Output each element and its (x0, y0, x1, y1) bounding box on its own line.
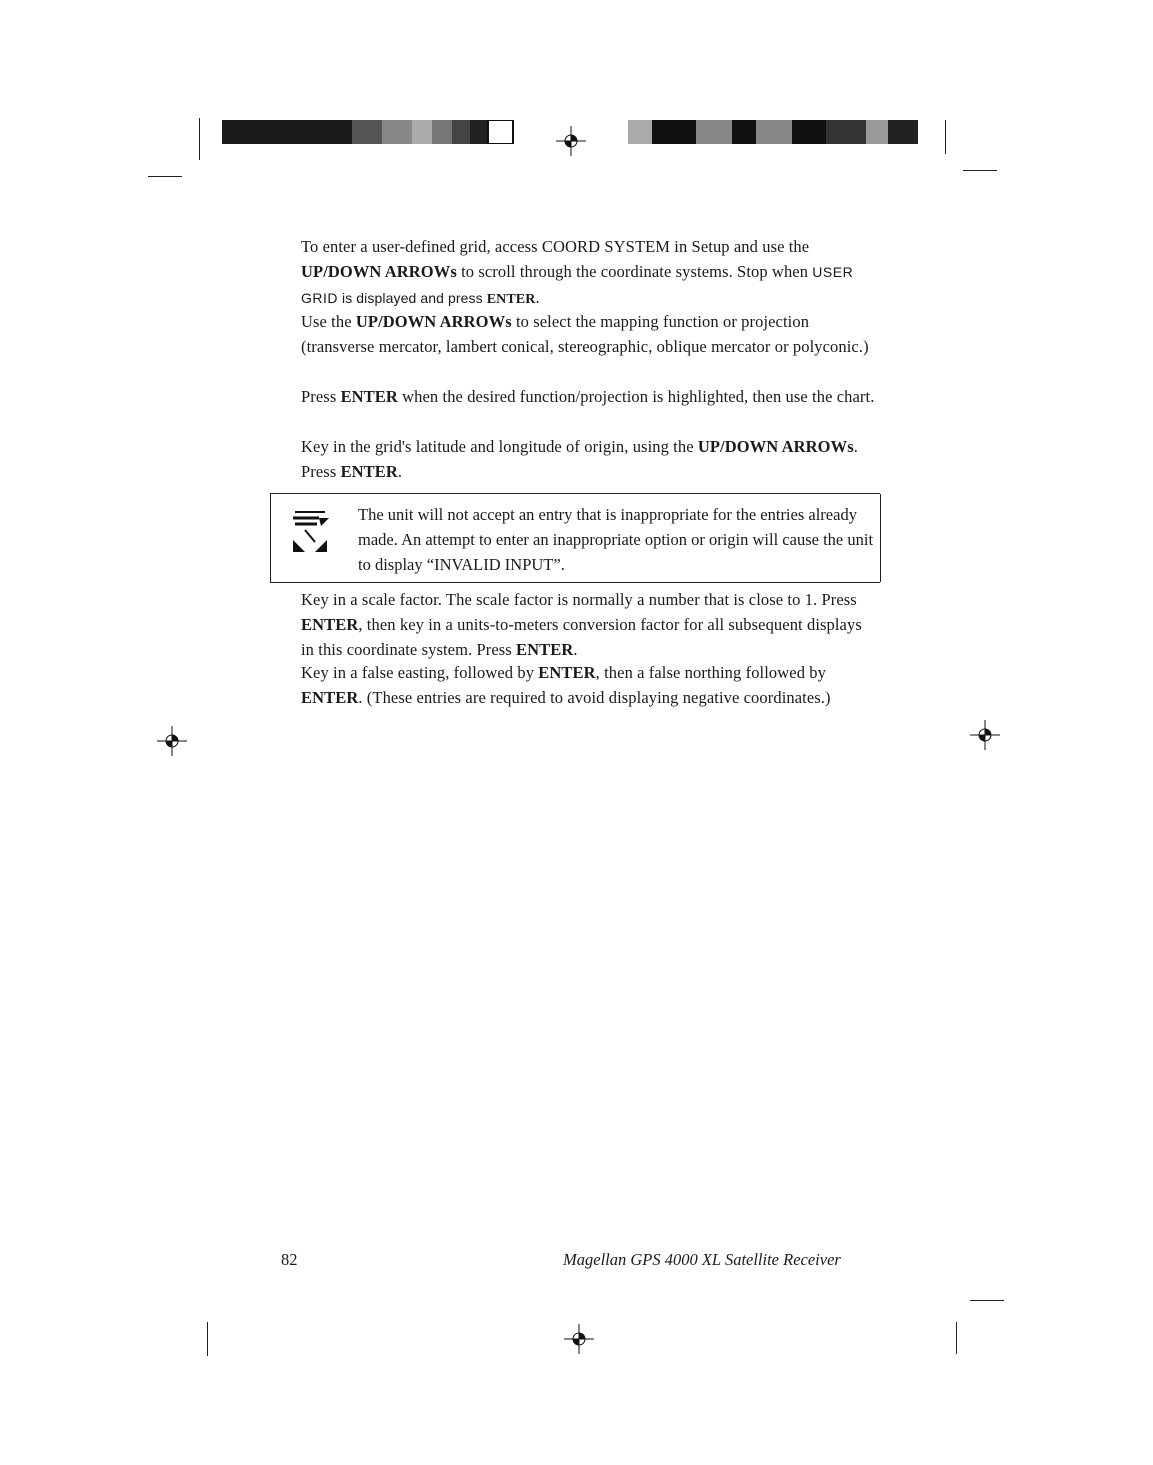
paragraph-user-grid (301, 234, 881, 312)
note-icon (289, 508, 331, 554)
crop-mark (956, 1322, 957, 1354)
paragraph-scale-factor (301, 587, 876, 662)
text-run: . (These entries are required to avoid displaying negative coordinates.) (358, 688, 831, 707)
text-run: , then a false northing followed by (595, 663, 826, 682)
text-run: Key in a scale factor. The scale factor is normally a number that is close to 1. Press (301, 590, 857, 609)
key-label: UP/DOWN ARROWs (355, 312, 512, 331)
text-run: Press (301, 387, 341, 406)
key-label: ENTER (340, 462, 398, 481)
paragraph-false-easting (301, 660, 886, 710)
key-label: ENTER (516, 640, 574, 659)
note-text: The unit will not accept an entry that is inappropriate for the entries already made. An attempt to enter an inappropriate option or origin will cause the unit to display “INVALID INPUT”. (358, 505, 874, 574)
crop-mark (199, 118, 200, 160)
crop-mark (970, 1300, 1004, 1301)
crop-mark (207, 1322, 208, 1356)
text-run: , then key in a units-to-meters conversion factor for all subsequent displays in this coordinate system. Press (301, 615, 862, 659)
paragraph-select-function (301, 309, 881, 359)
key-label: ENTER (538, 663, 596, 682)
text-run: Key in the grid's latitude and longitude of origin, using the (301, 437, 698, 456)
paragraph-origin (301, 434, 861, 484)
paragraph-press-enter (301, 384, 881, 409)
key-label: UP/DOWN ARROWs (301, 262, 457, 281)
crop-mark (148, 176, 182, 177)
crop-mark (963, 170, 997, 171)
text-run: . (573, 640, 578, 659)
text-run: to scroll through the coordinate systems. Stop when (456, 262, 813, 281)
page-number: 82 (281, 1250, 298, 1269)
text-run: . (397, 462, 403, 481)
crosshair-registration-icon (556, 126, 586, 156)
key-label: ENTER (301, 688, 359, 707)
screen-text: USER GRID (301, 264, 854, 306)
crosshair-registration-icon (564, 1324, 594, 1354)
color-bar-right (628, 120, 918, 144)
text-run: when the desired function/projection is highlighted, then use the chart. (397, 387, 875, 406)
text-run: To enter a user-defined grid, access COORD SYSTEM in Setup and use the (301, 237, 810, 256)
color-bar-left (222, 120, 514, 144)
text-run: to select the mapping function or projection (transverse mercator, lambert conical, stereographic, oblique mercator or polyconic.) (301, 312, 869, 356)
text-run: . Press (301, 437, 858, 481)
text-run: . (535, 288, 540, 307)
crosshair-registration-icon (157, 726, 187, 756)
text-run: Key in a false easting, followed by (301, 663, 539, 682)
key-label: ENTER (340, 387, 398, 406)
key-label: ENTER (486, 292, 536, 307)
key-label: ENTER (301, 615, 359, 634)
text-run: Use the (301, 312, 356, 331)
book-title: Magellan GPS 4000 XL Satellite Receiver (563, 1250, 841, 1269)
key-label: UP/DOWN ARROWs (697, 437, 854, 456)
crosshair-registration-icon (970, 720, 1000, 750)
crop-mark (945, 120, 946, 154)
note-box (270, 493, 880, 583)
text-run: is displayed and press (338, 290, 487, 306)
